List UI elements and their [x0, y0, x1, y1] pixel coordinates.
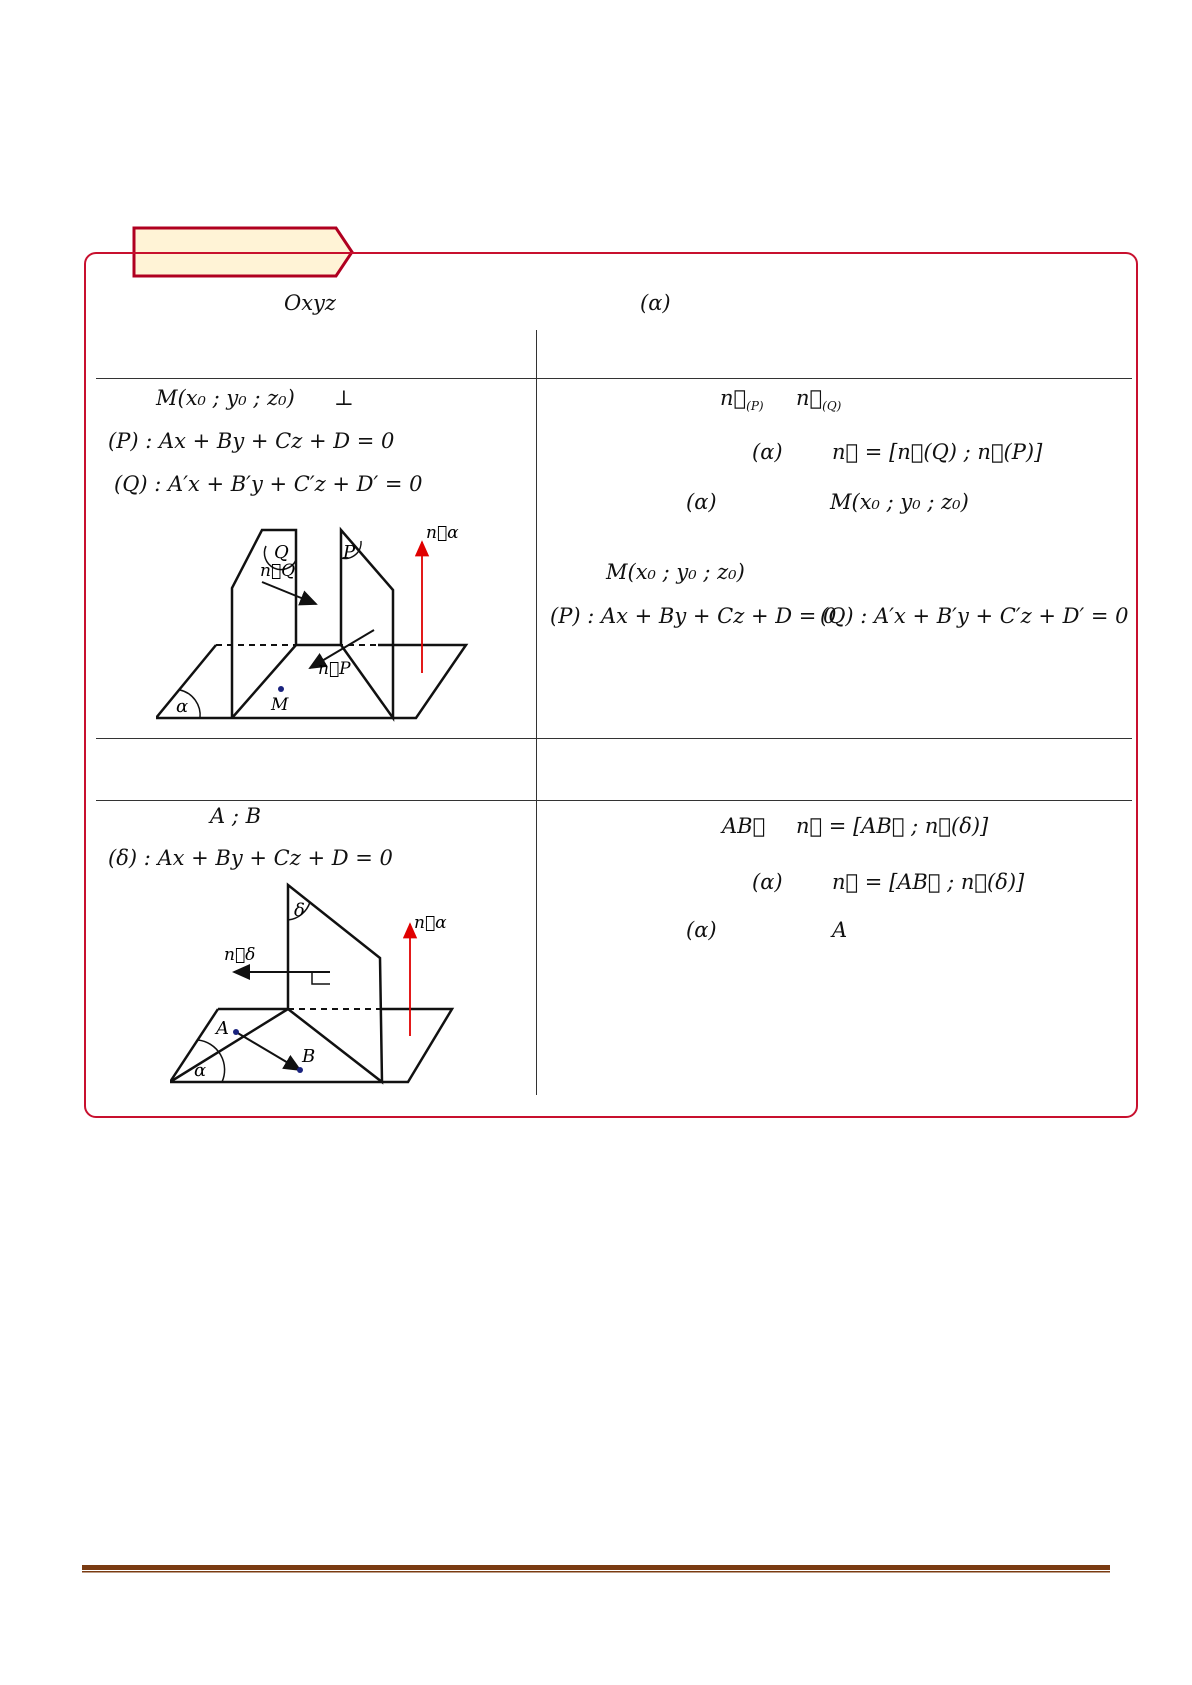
case2-point-a: A: [832, 918, 848, 942]
label-alpha: α: [176, 696, 189, 717]
label-a: A: [216, 1018, 229, 1039]
point-b: [297, 1067, 303, 1073]
perpendicular-symbol: ⊥: [334, 386, 354, 410]
example-plane-q: (Q) : A′x + B′y + C′z + D′ = 0: [820, 604, 1129, 628]
example-plane-p: (P) : Ax + By + Cz + D = 0: [550, 604, 837, 628]
label-n-delta: n⃗δ: [224, 945, 256, 965]
case1-plane-q: (Q) : A′x + B′y + C′z + D′ = 0: [114, 472, 423, 496]
case2-plane-through: (α): [686, 918, 717, 942]
label-n-q: n⃗Q: [260, 561, 296, 581]
table-row-divider: [96, 378, 1132, 379]
case2-normal-formula-2: n⃗ = [AB⃗ ; n⃗(δ)]: [832, 870, 1025, 894]
normal-p: $n⃗_{(P)}$: [720, 386, 764, 414]
case1-normal-formula: n⃗ = [n⃗(Q) ; n⃗(P)]: [832, 440, 1043, 464]
label-q: Q: [274, 542, 289, 563]
table-column-divider: [536, 330, 537, 1095]
label-delta: δ: [294, 900, 305, 921]
vector-ab-label: AB⃗: [722, 814, 766, 838]
case1-alpha: (α): [752, 440, 783, 464]
table-row-divider: [96, 738, 1132, 739]
case2-plane-delta: (δ) : Ax + By + Cz + D = 0: [108, 846, 393, 870]
label-b: B: [302, 1046, 316, 1067]
vector-ab: [236, 1032, 300, 1070]
label-alpha: α: [194, 1060, 207, 1081]
right-angle-mark: [312, 972, 330, 984]
case2-points: A ; B: [210, 804, 262, 828]
point-a: [233, 1029, 239, 1035]
label-m: M: [271, 695, 289, 715]
coord-system-label: Oxyz: [284, 291, 336, 315]
case2-figure: [170, 880, 470, 1090]
case1-plane-through: (α): [686, 490, 717, 514]
case1-figure: [156, 508, 486, 728]
label-n-p: n⃗P: [318, 659, 351, 679]
case1-point-m: M(x₀ ; y₀ ; z₀): [156, 386, 295, 410]
case1-plane-p: (P) : Ax + By + Cz + D = 0: [108, 429, 395, 453]
point-m: [278, 686, 284, 692]
table-row-divider: [96, 800, 1132, 801]
plane-alpha-shape: [156, 645, 466, 718]
label-n-alpha: n⃗α: [426, 523, 459, 543]
normal-q: $n⃗_{(Q)}$: [796, 386, 842, 414]
footer-rule: [82, 1565, 1110, 1573]
case2-normal-formula-1: n⃗ = [AB⃗ ; n⃗(δ)]: [796, 814, 989, 838]
label-p: P: [343, 542, 356, 563]
case1-point-right: M(x₀ ; y₀ ; z₀): [830, 490, 969, 514]
plane-alpha-label: (α): [640, 291, 671, 315]
case2-alpha: (α): [752, 870, 783, 894]
n-q-arrow: [262, 582, 316, 604]
example-point-m: M(x₀ ; y₀ ; z₀): [606, 560, 745, 584]
label-n-alpha: n⃗α: [414, 913, 447, 933]
